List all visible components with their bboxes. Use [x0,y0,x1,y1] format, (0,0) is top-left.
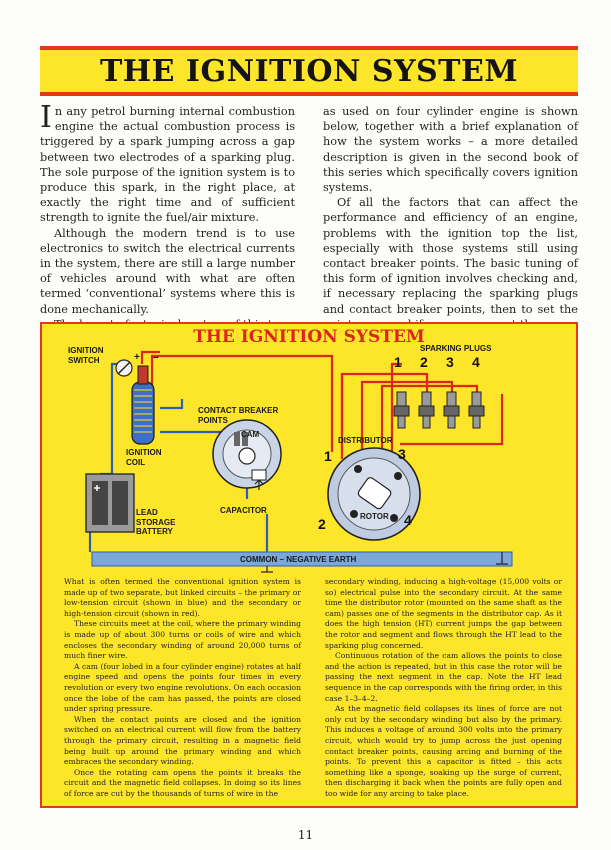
intro-column-left [40,100,295,332]
plug-number-4: 4 [472,354,480,370]
ignition-switch-drawing [116,360,132,376]
caption-paragraph: A cam (four lobed in a four cylinder engine) rotates at half engine speed and opens the points four times in every revolution or every two engine revolutions. On each occasion once the lobe of the cam has passed, the points are closed under spring pressure. [64,661,301,714]
caption-paragraph: As the magnetic field collapses its lines of force are not only cut by the secondary winding but also by the primary. This induces a voltage of around 300 volts into the primary circuit, which would try to jump across the just opening contact breaker points, causing arcing and burning of the points. To prevent this a capacitor is fitted – this acts something like a sponge, soaking up the surge of current, then discharging it back when the points are fully open and too wide for any arcing to take place. [325,704,562,798]
label-capacitor: CAPACITOR [220,506,267,515]
caption-paragraph: Continuous rotation of the cam allows the points to close and the action is repeated, but in this case the rotor will be passing the next segment in the cap. Note the HT lead sequence in the cap corresponds with the firing order, in this case 1–3–4–2. [325,651,562,703]
caption-column-right [325,577,562,799]
distributor-number-2: 2 [318,516,326,532]
intro-paragraph-2: Although the modern trend is to use electronics to switch the electrical currents in the system, there are still a large number of vehicles around with what are often termed ‘conventional’ systems where this is done mechanically. [40,226,295,316]
diagram-caption [64,577,562,799]
label-sparking-plugs: SPARKING PLUGS [420,344,492,353]
distributor-number-1: 1 [324,448,332,464]
diagram-title: THE IGNITION SYSTEM [193,327,425,347]
intro-paragraph-4: Of all the factors that can affect the performance and efficiency of an engine, problems with the ignition top the list, especially with those systems still using contact breaker points. The basic tuning of this form of ignition involves checking and, if necessary replacing the sparking plugs and contact breaker points, then to set the [323,196,578,316]
label-distributor: DISTRIBUTOR [338,436,393,445]
label-earth-bar: COMMON – NEGATIVE EARTH [240,555,357,564]
label-minus: – [153,352,159,363]
label-contact-breaker-points: CONTACT BREAKER POINTS [198,406,279,425]
label-plus: + [134,352,140,363]
caption-column-left [64,577,301,799]
label-rotor: ROTOR [360,512,389,521]
caption-paragraph: When the contact points are closed and the ignition switched on an electrical current will flow from the battery through the primary circuit, resulting in a magnetic field being built up around the primary winding and which embraces the secondary winding. [64,714,301,767]
page-title: THE IGNITION SYSTEM [99,53,519,89]
sparking-plugs-drawing [394,392,484,428]
label-lead-storage-battery: LEAD STORAGE BATTERY [136,508,176,536]
plug-number-2: 2 [420,354,428,370]
caption-paragraph: These circuits meet at the coil, where the primary winding is made up of about 300 turns or coils of wire and which encloses the secondary winding of around 20,000 turns of much finer wire. [64,619,301,661]
label-ignition-switch: IGNITION SWITCH [68,346,104,365]
caption-paragraph: secondary winding, inducing a high-voltage (15,000 volts or so) electrical pulse into the secondary circuit. At the same time the distributor rotor (mounted on the same shaft as the cam) passes one of the segments in the distributor cap. As it does the high tension (HT) current jumps the gap between the rotor and segment and flows through the HT lead to the sparking plug concerned. [325,577,562,650]
intro-text [40,100,578,332]
distributor-number-3: 3 [398,446,406,462]
caption-paragraph: What is often termed the conventional ignition system is made up of two separate, but linked circuits – the primary or low-tension circuit (shown in blue) and the secondary or high-tension circuit (shown in red). [64,577,301,618]
coil-drawing [132,366,154,444]
intro-paragraph-3-cont: as used on four cylinder engine is shown below, together with a brief explanation of how the system works – a more detailed description is given in the second book of this series which specifically covers ignition systems. [323,105,578,195]
page-number: 11 [297,828,314,842]
drop-cap: I [40,100,52,135]
title-band [40,46,578,96]
caption-paragraph: Once the rotating cam opens the points it breaks the circuit and the magnetic field collapses. In doing so its lines of force are cut by the thousands of turns of wire in the [64,767,301,798]
label-ignition-coil: IGNITION COIL [126,448,162,467]
distributor-number-4: 4 [404,512,412,528]
ignition-diagram [40,322,578,808]
plug-number-1: 1 [394,354,402,370]
battery-drawing [86,474,134,532]
intro-paragraph-1: In any petrol burning internal combustion engine the actual combustion process is triggered by a spark jumping across a gap between two electrodes of a sparking plug. The sole purpose of the ignition system is to produce this spark, in the right place, at exactly the right time and of sufficient strength to ignite the fuel/air mixture. [40,100,295,225]
label-cam: CAM [241,430,260,439]
plug-number-3: 3 [446,354,454,370]
intro-column-right [323,104,578,332]
